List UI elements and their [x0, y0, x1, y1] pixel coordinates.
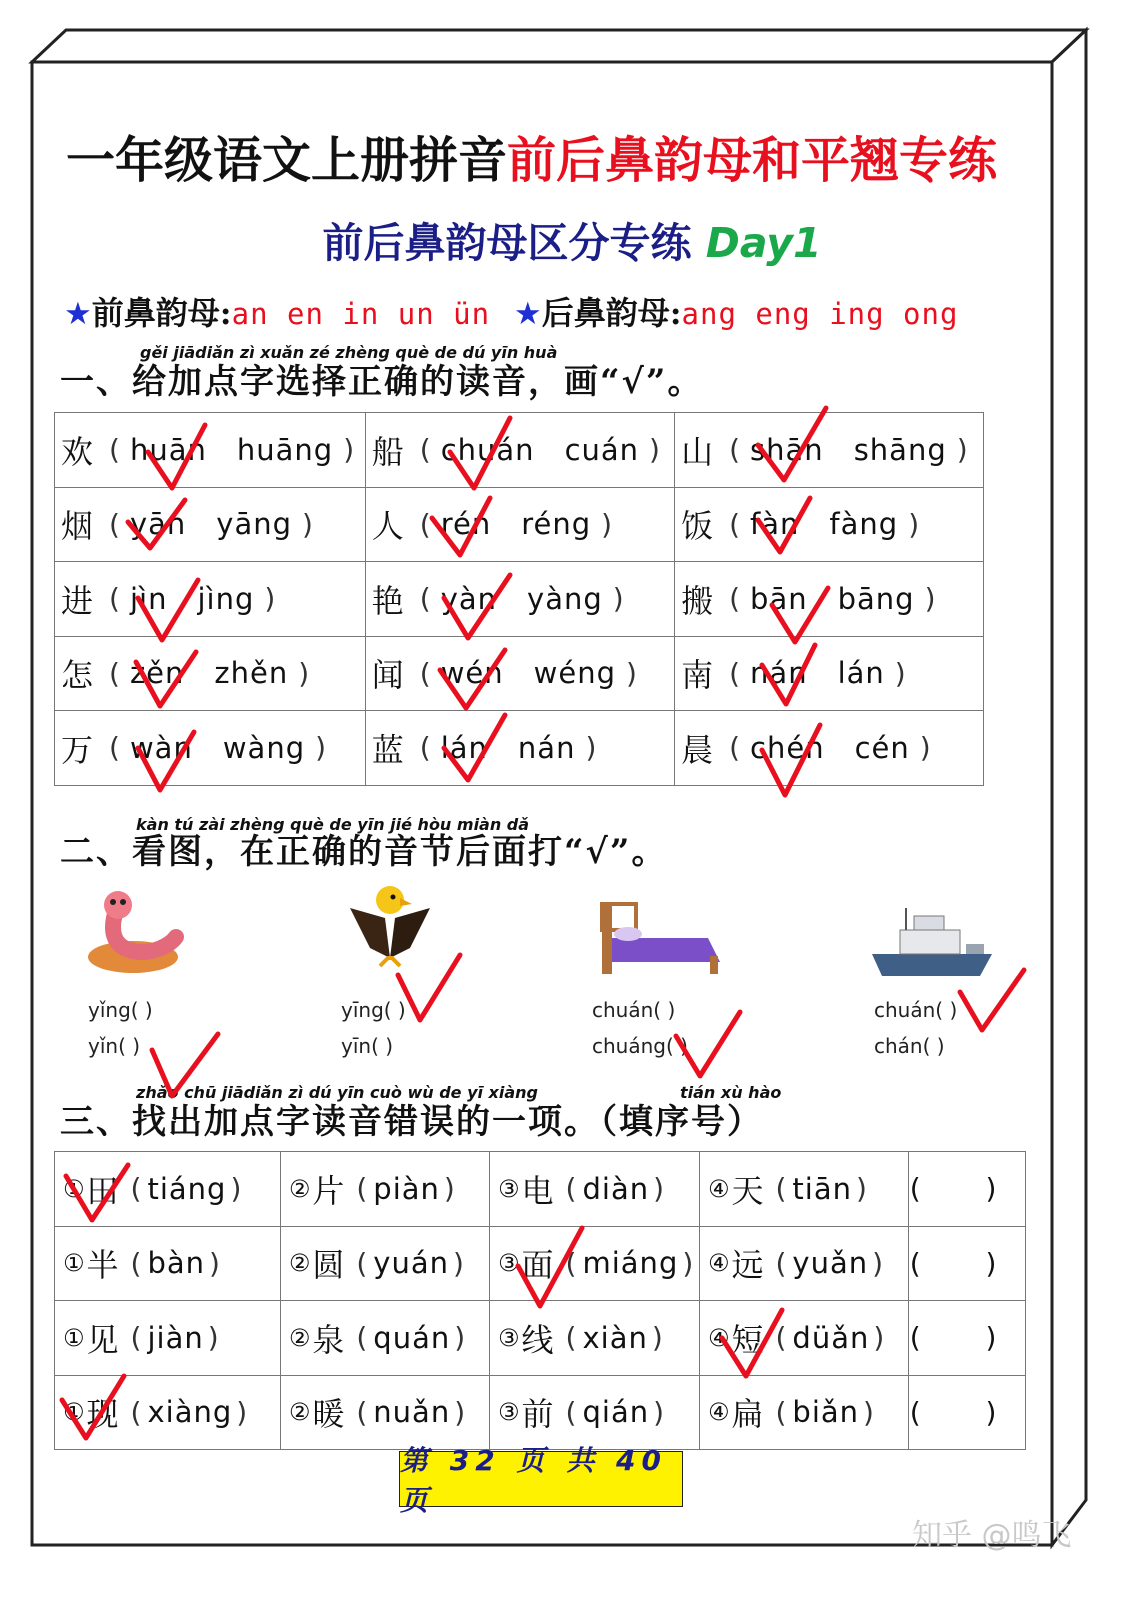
pinyin-option-b: zhěn: [214, 656, 289, 691]
pinyin: xiàn: [582, 1320, 648, 1355]
pinyin: nuǎn: [373, 1395, 451, 1430]
check-mark: [398, 955, 460, 1020]
pinyin-option-b: jìng: [197, 581, 255, 616]
character: 线: [521, 1320, 554, 1359]
character: 进: [61, 581, 94, 620]
option-cell: ④ 远 ( yuǎn ): [699, 1226, 908, 1301]
pinyin-option-b: bāng: [837, 581, 915, 616]
pinyin-option-b: fàng: [829, 507, 899, 542]
page-number-box: 第 32 页 共 40 页: [399, 1451, 683, 1507]
option-number: ②: [288, 1323, 311, 1352]
pinyin: miáng: [582, 1246, 679, 1281]
pinyin: biǎn: [792, 1395, 860, 1430]
pinyin-option-a: chén: [750, 730, 825, 765]
pinyin-option-a: zěn: [129, 656, 185, 691]
pinyin-option-b: wàng: [222, 730, 306, 765]
subtitle-day: Day1: [705, 219, 822, 267]
character: 短: [731, 1320, 764, 1359]
check-mark: [128, 500, 185, 548]
pinyin: quán: [373, 1320, 451, 1355]
character: 天: [731, 1171, 764, 1210]
character: 艳: [371, 581, 404, 620]
choice-cell: 烟 ( yān yāng ): [55, 487, 366, 562]
answer-blank[interactable]: ( ): [909, 1226, 1026, 1301]
option-number: ③: [498, 1174, 520, 1203]
pinyin-option-a: yān: [129, 507, 187, 542]
star-icon: ★: [513, 296, 542, 332]
check-mark: [432, 498, 490, 555]
section2-heading: 二、看图，在正确的音节后面打“√”。: [60, 832, 668, 872]
check-mark: [136, 652, 196, 706]
option-cell: ① 现 ( xiàng ): [55, 1375, 281, 1450]
check-mark: [758, 498, 810, 552]
option-cell: ① 田 ( tiáng ): [55, 1152, 281, 1227]
check-mark: [450, 418, 510, 488]
choice-cell: 山 ( shān shāng ): [675, 413, 984, 488]
pinyin-option-a: chuán: [440, 432, 535, 467]
pinyin-option-b: réng: [521, 507, 592, 542]
check-mark: [762, 645, 815, 704]
character: 蓝: [371, 730, 404, 769]
check-mark: [960, 970, 1024, 1030]
character: 烟: [61, 507, 94, 546]
back-vowel-list: ang eng ing ong: [681, 297, 959, 331]
pic1-option1: yǐng( ): [88, 998, 153, 1022]
option-number: ③: [498, 1398, 520, 1427]
pinyin-option-b: yāng: [216, 507, 293, 542]
character: 山: [681, 432, 714, 471]
pinyin-option-b: shāng: [853, 432, 947, 467]
check-mark: [440, 650, 505, 708]
pinyin: bàn: [147, 1246, 206, 1281]
pinyin: tiān: [792, 1171, 852, 1206]
character: 电: [521, 1171, 554, 1210]
character: 欢: [61, 432, 94, 471]
pinyin: düǎn: [792, 1320, 870, 1355]
pinyin-option-a: wàn: [129, 730, 193, 765]
character: 泉: [312, 1320, 345, 1359]
star-icon: ★: [64, 296, 92, 332]
section3-pinyin-right: tián xù hào: [680, 1083, 782, 1102]
character: 闻: [371, 656, 404, 695]
option-number: ①: [63, 1323, 85, 1352]
pinyin-option-a: rén: [440, 507, 492, 542]
pinyin-option-a: shān: [750, 432, 824, 467]
pinyin-option-a: fàn: [750, 507, 800, 542]
choice-cell: 人 ( rén réng ): [365, 487, 674, 562]
pinyin-option-a: bān: [750, 581, 808, 616]
character: 扁: [731, 1395, 764, 1434]
check-mark: [722, 1310, 782, 1376]
pic1-option2: yǐn( ): [88, 1034, 141, 1058]
pinyin: piàn: [373, 1171, 440, 1206]
character: 远: [731, 1246, 764, 1285]
answer-blank[interactable]: ( ): [909, 1152, 1026, 1227]
title-black-part: 一年级语文上册拼音: [66, 131, 508, 189]
option-number: ④: [707, 1249, 730, 1278]
character: 怎: [61, 656, 94, 695]
pinyin-option-a: yàn: [440, 581, 498, 616]
pinyin-option-a: wén: [440, 656, 504, 691]
option-number: ②: [288, 1249, 311, 1278]
pinyin-option-b: yàng: [527, 581, 603, 616]
character: 现: [86, 1395, 119, 1434]
option-cell: ③ 电 ( diàn ): [490, 1152, 700, 1227]
option-cell: ② 暖 ( nuǎn ): [280, 1375, 489, 1450]
pinyin: diàn: [582, 1171, 650, 1206]
character: 饭: [681, 507, 714, 546]
check-mark: [444, 715, 505, 780]
back-vowel-label: 后鼻韵母:: [541, 294, 682, 332]
answer-blank[interactable]: ( ): [909, 1375, 1026, 1450]
pinyin: qián: [582, 1395, 650, 1430]
pinyin-option-a: huān: [129, 432, 207, 467]
check-mark: [66, 1165, 128, 1220]
pic2-option2: yīn( ): [341, 1034, 394, 1058]
option-cell: ④ 短 ( düǎn ): [699, 1301, 908, 1376]
option-number: ④: [707, 1174, 730, 1203]
character: 人: [371, 507, 404, 546]
section2-pinyin: kàn tú zài zhèng què de yīn jié hòu miàn dǎ: [136, 815, 530, 834]
section3-pinyin-left: zhǎo chū jiādiǎn zì dú yīn cuò wù de yī xiàng: [136, 1083, 538, 1102]
choice-cell: 进 ( jìn jìng ): [55, 562, 366, 637]
pinyin-option-a: nán: [750, 656, 808, 691]
answer-blank[interactable]: ( ): [909, 1301, 1026, 1376]
pinyin-option-b: cén: [854, 730, 910, 765]
option-cell: ② 片 ( piàn ): [280, 1152, 489, 1227]
check-mark: [62, 1376, 124, 1438]
section1-heading: 一、给加点字选择正确的读音，画“√”。: [60, 362, 704, 402]
option-number: ③: [498, 1323, 520, 1352]
option-cell: ④ 天 ( tiān ): [699, 1152, 908, 1227]
option-number: ②: [288, 1398, 311, 1427]
character: 见: [86, 1320, 119, 1359]
choice-cell: 搬 ( bān bāng ): [675, 562, 984, 637]
option-number: ①: [63, 1398, 85, 1427]
check-mark: [762, 725, 820, 795]
pic4-option2: chán( ): [874, 1034, 945, 1058]
choice-cell: 艳 ( yàn yàng ): [365, 562, 674, 637]
front-vowel-list: an en in un ün: [231, 297, 491, 331]
character: 前: [521, 1395, 554, 1434]
check-mark: [152, 1034, 218, 1096]
choice-cell: 欢 ( huān huāng ): [55, 413, 366, 488]
check-mark: [138, 732, 194, 790]
title-red-part: 前后鼻韵母和平翘专练: [507, 131, 998, 189]
choice-cell: 南 ( nán lán ): [675, 636, 984, 711]
character: 圆: [312, 1246, 345, 1285]
option-cell: ③ 前 ( qián ): [490, 1375, 700, 1450]
option-number: ②: [288, 1174, 311, 1203]
option-cell: ③ 面 ( miáng ): [490, 1226, 700, 1301]
character: 南: [681, 656, 714, 695]
option-cell: ② 圆 ( yuán ): [280, 1226, 489, 1301]
check-mark: [518, 1228, 582, 1306]
pic3-option2: chuáng( ): [592, 1034, 688, 1058]
pinyin: xiàng: [147, 1395, 233, 1430]
character: 面: [521, 1246, 554, 1285]
character: 片: [312, 1171, 345, 1210]
section3-heading: 三、找出加点字读音错误的一项。（填序号）: [60, 1102, 763, 1142]
pinyin-option-b: cuán: [564, 432, 640, 467]
character: 万: [61, 730, 94, 769]
pinyin: jiàn: [147, 1320, 204, 1355]
character: 暖: [312, 1395, 345, 1434]
check-mark: [676, 1012, 740, 1076]
option-cell: ① 见 ( jiàn ): [55, 1301, 281, 1376]
pinyin-option-b: nán: [517, 730, 576, 765]
pinyin-option-b: huāng: [236, 432, 334, 467]
pinyin-option-b: wéng: [533, 656, 617, 691]
choice-cell: 蓝 ( lán nán ): [365, 711, 674, 786]
character: 半: [86, 1246, 119, 1285]
option-number: ④: [707, 1398, 730, 1427]
option-cell: ① 半 ( bàn ): [55, 1226, 281, 1301]
section1-pinyin: gěi jiādiǎn zì xuǎn zé zhèng què de dú yīn huà: [140, 343, 558, 362]
option-number: ①: [63, 1174, 85, 1203]
choice-cell: 晨 ( chén cén ): [675, 711, 984, 786]
pinyin-option-b: lán: [837, 656, 885, 691]
watermark: 知乎 @鸣飞: [912, 1518, 1072, 1553]
check-mark: [758, 408, 826, 480]
option-cell: ③ 线 ( xiàn ): [490, 1301, 700, 1376]
option-number: ③: [498, 1249, 520, 1278]
check-mark: [772, 588, 828, 642]
character: 船: [371, 432, 404, 471]
choice-cell: 饭 ( fàn fàng ): [675, 487, 984, 562]
check-mark: [444, 575, 510, 638]
option-number: ①: [63, 1249, 85, 1278]
pic2-option1: yīng( ): [341, 998, 406, 1022]
option-cell: ④ 扁 ( biǎn ): [699, 1375, 908, 1450]
choice-cell: 万 ( wàn wàng ): [55, 711, 366, 786]
pic4-option1: chuán( ): [874, 998, 958, 1022]
pinyin: tiáng: [147, 1171, 227, 1206]
check-mark: [148, 425, 205, 488]
front-vowel-label: 前鼻韵母:: [91, 294, 232, 332]
character: 田: [86, 1171, 119, 1210]
pinyin: yuán: [373, 1246, 449, 1281]
choice-cell: 船 ( chuán cuán ): [365, 413, 674, 488]
pinyin-option-a: jìn: [129, 581, 168, 616]
pinyin: yuǎn: [792, 1246, 869, 1281]
character: 搬: [681, 581, 714, 620]
check-mark: [138, 580, 198, 640]
pinyin-option-a: lán: [440, 730, 488, 765]
character: 晨: [681, 730, 714, 769]
option-cell: ② 泉 ( quán ): [280, 1301, 489, 1376]
option-number: ④: [707, 1323, 730, 1352]
subtitle-text: 前后鼻韵母区分专练: [322, 219, 692, 267]
pic3-option1: chuán( ): [592, 998, 676, 1022]
choice-cell: 怎 ( zěn zhěn ): [55, 636, 366, 711]
choice-cell: 闻 ( wén wéng ): [365, 636, 674, 711]
